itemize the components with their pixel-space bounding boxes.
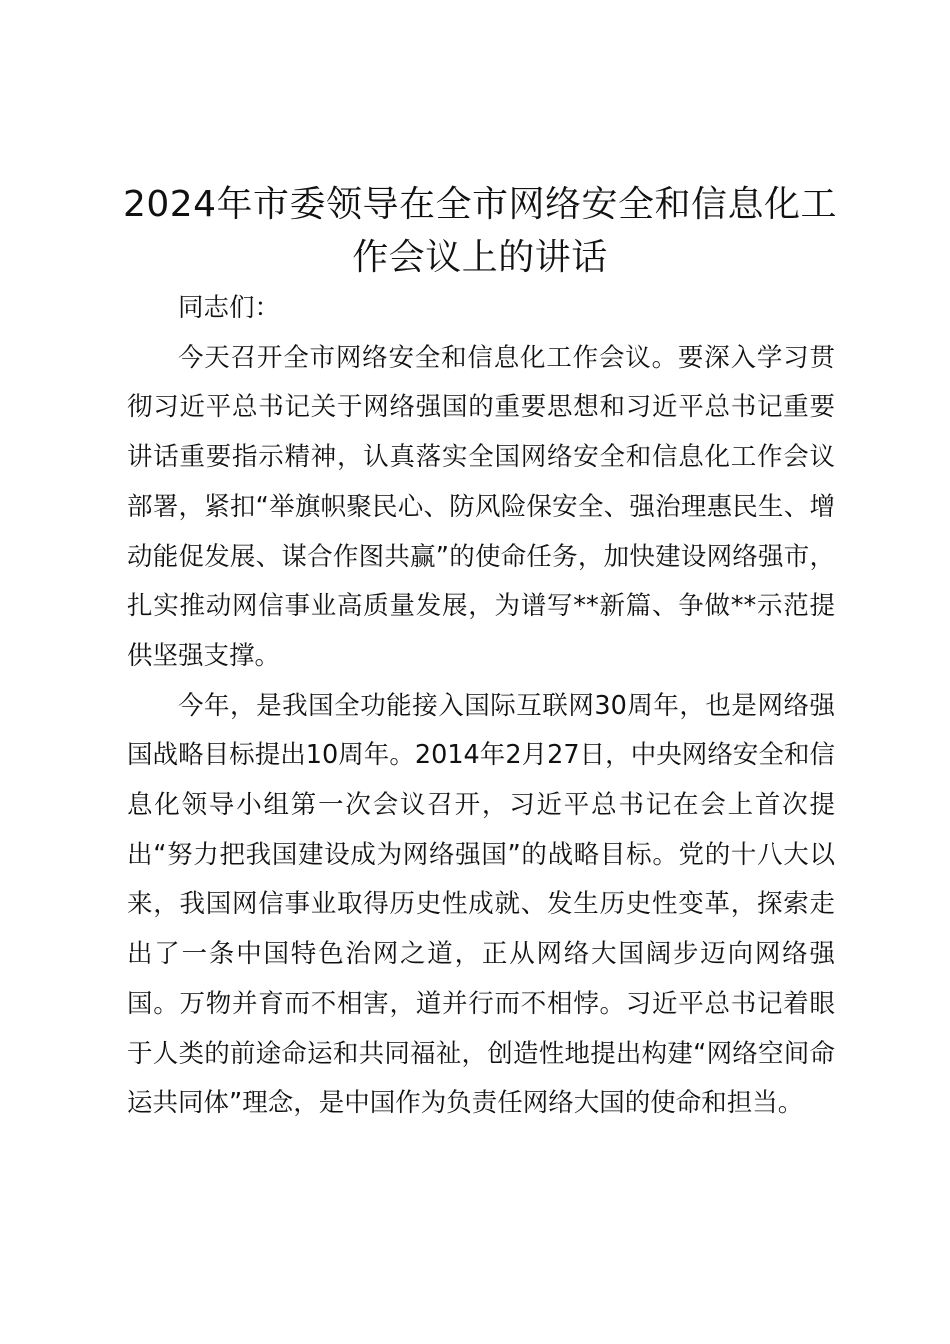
body-paragraph: 今天召开全市网络安全和信息化工作会议。要深入学习贯彻习近平总书记关于网络强国的重要思想和习近平总书记重要讲话重要指示精神，认真落实全国网络安全和信息化工作会议部署，紧扣“举旗帜聚民心、防风险保安全、强治理惠民生、增动能促发展、谋合作图共赢”的使命任务，加快建设网络强市，扎实推动网信事业高质量发展，为谱写**新篇、争做**示范提供坚强支撑。 — [127, 342, 835, 671]
document-body — [127, 284, 835, 1129]
salutation: 同志们： — [178, 293, 281, 323]
document-title: 2024年市委领导在全市网络安全和信息化工作会议上的讲话 — [122, 184, 838, 278]
body-paragraph: 今年，是我国全功能接入国际互联网30周年，也是网络强国战略目标提出10周年。2014年2月27日，中央网络安全和信息化领导小组第一次会议召开，习近平总书记在会上首次提出“努力把我国建设成为网络强国”的战略目标。党的十八大以来，我国网信事业取得历史性成就、发生历史性变革，探索走出了一条中国特色治网之道，正从网络大国阔步迈向网络强国。万物并育而不相害，道并行而不相悖。习近平总书记着眼于人类的前途命运和共同福祉，创造性地提出构建“网络空间命运共同体”理念，是中国作为负责任网络大国的使命和担当。 — [127, 690, 835, 1119]
